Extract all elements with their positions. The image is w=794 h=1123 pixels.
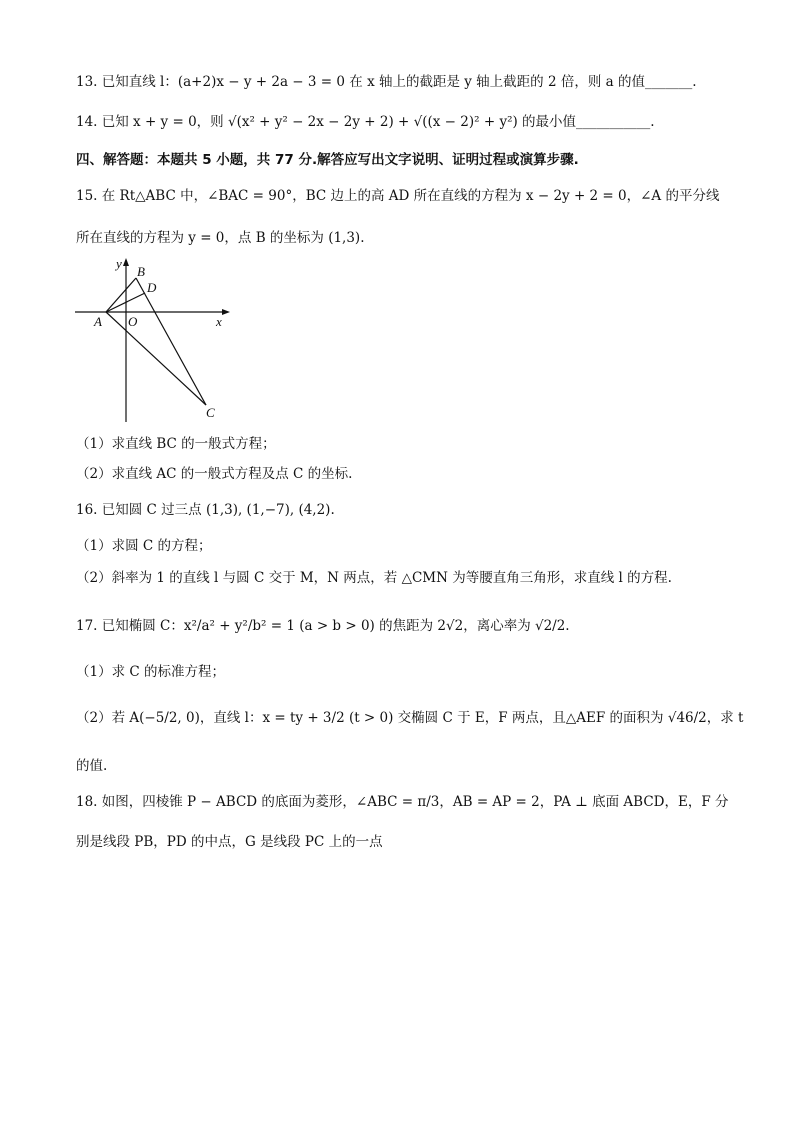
- label-B: B: [137, 264, 145, 279]
- side-AC: [106, 312, 206, 405]
- label-x: x: [216, 314, 222, 329]
- label-D: D: [147, 280, 157, 295]
- y-axis-arrow-icon: [123, 258, 129, 266]
- triangle-figure: [70, 250, 240, 430]
- question-14: 14. 已知 x + y = 0，则 √(x² + y² − 2x − 2y + 2) + √((x − 2)² + y²) 的最小值___________.: [76, 114, 655, 130]
- question-18-line2: 别是线段 PB，PD 的中点，G 是线段 PC 上的一点: [76, 834, 383, 850]
- question-15-sub1: （1）求直线 BC 的一般式方程；: [76, 436, 276, 452]
- question-16-line1: 16. 已知圆 C 过三点 (1,3), (1,−7), (4,2).: [76, 502, 335, 518]
- label-C: C: [206, 405, 215, 420]
- question-15-sub2: （2）求直线 AC 的一般式方程及点 C 的坐标.: [76, 466, 353, 482]
- question-17-sub2: （2）若 A(−5/2, 0)，直线 l：x = ty + 3/2 (t > 0) 交椭圆 C 于 E，F 两点，且△AEF 的面积为 √46/2，求 t: [76, 710, 744, 726]
- x-axis-arrow-icon: [222, 309, 230, 315]
- question-15-line1: 15. 在 Rt△ABC 中，∠BAC = 90°，BC 边上的高 AD 所在直线的方程为 x − 2y + 2 = 0，∠A 的平分线: [76, 188, 720, 204]
- side-BC: [136, 278, 206, 405]
- question-18-line1: 18. 如图，四棱锥 P − ABCD 的底面为菱形，∠ABC = π/3，AB = AP = 2，PA ⊥ 底面 ABCD，E，F 分: [76, 794, 729, 810]
- label-y: y: [116, 256, 122, 271]
- question-16-sub2: （2）斜率为 1 的直线 l 与圆 C 交于 M，N 两点，若 △CMN 为等腰直角三角形，求直线 l 的方程.: [76, 570, 672, 586]
- question-17-sub2-cont: 的值.: [76, 758, 108, 774]
- question-17-sub1: （1）求 C 的标准方程；: [76, 664, 226, 680]
- question-17-line1: 17. 已知椭圆 C：x²/a² + y²/b² = 1 (a > b > 0) 的焦距为 2√2，离心率为 √2/2.: [76, 618, 570, 634]
- section-heading: 四、解答题：本题共 5 小题，共 77 分.解答应写出文字说明、证明过程或演算步骤.: [76, 152, 579, 168]
- question-13: 13. 已知直线 l：(a+2)x − y + 2a − 3 = 0 在 x 轴上的截距是 y 轴上截距的 2 倍，则 a 的值_______.: [76, 74, 697, 90]
- side-AB: [106, 278, 136, 312]
- label-O: O: [128, 314, 138, 329]
- question-15-line2: 所在直线的方程为 y = 0，点 B 的坐标为 (1,3).: [76, 230, 365, 246]
- label-A: A: [94, 314, 102, 329]
- question-16-sub1: （1）求圆 C 的方程；: [76, 538, 212, 554]
